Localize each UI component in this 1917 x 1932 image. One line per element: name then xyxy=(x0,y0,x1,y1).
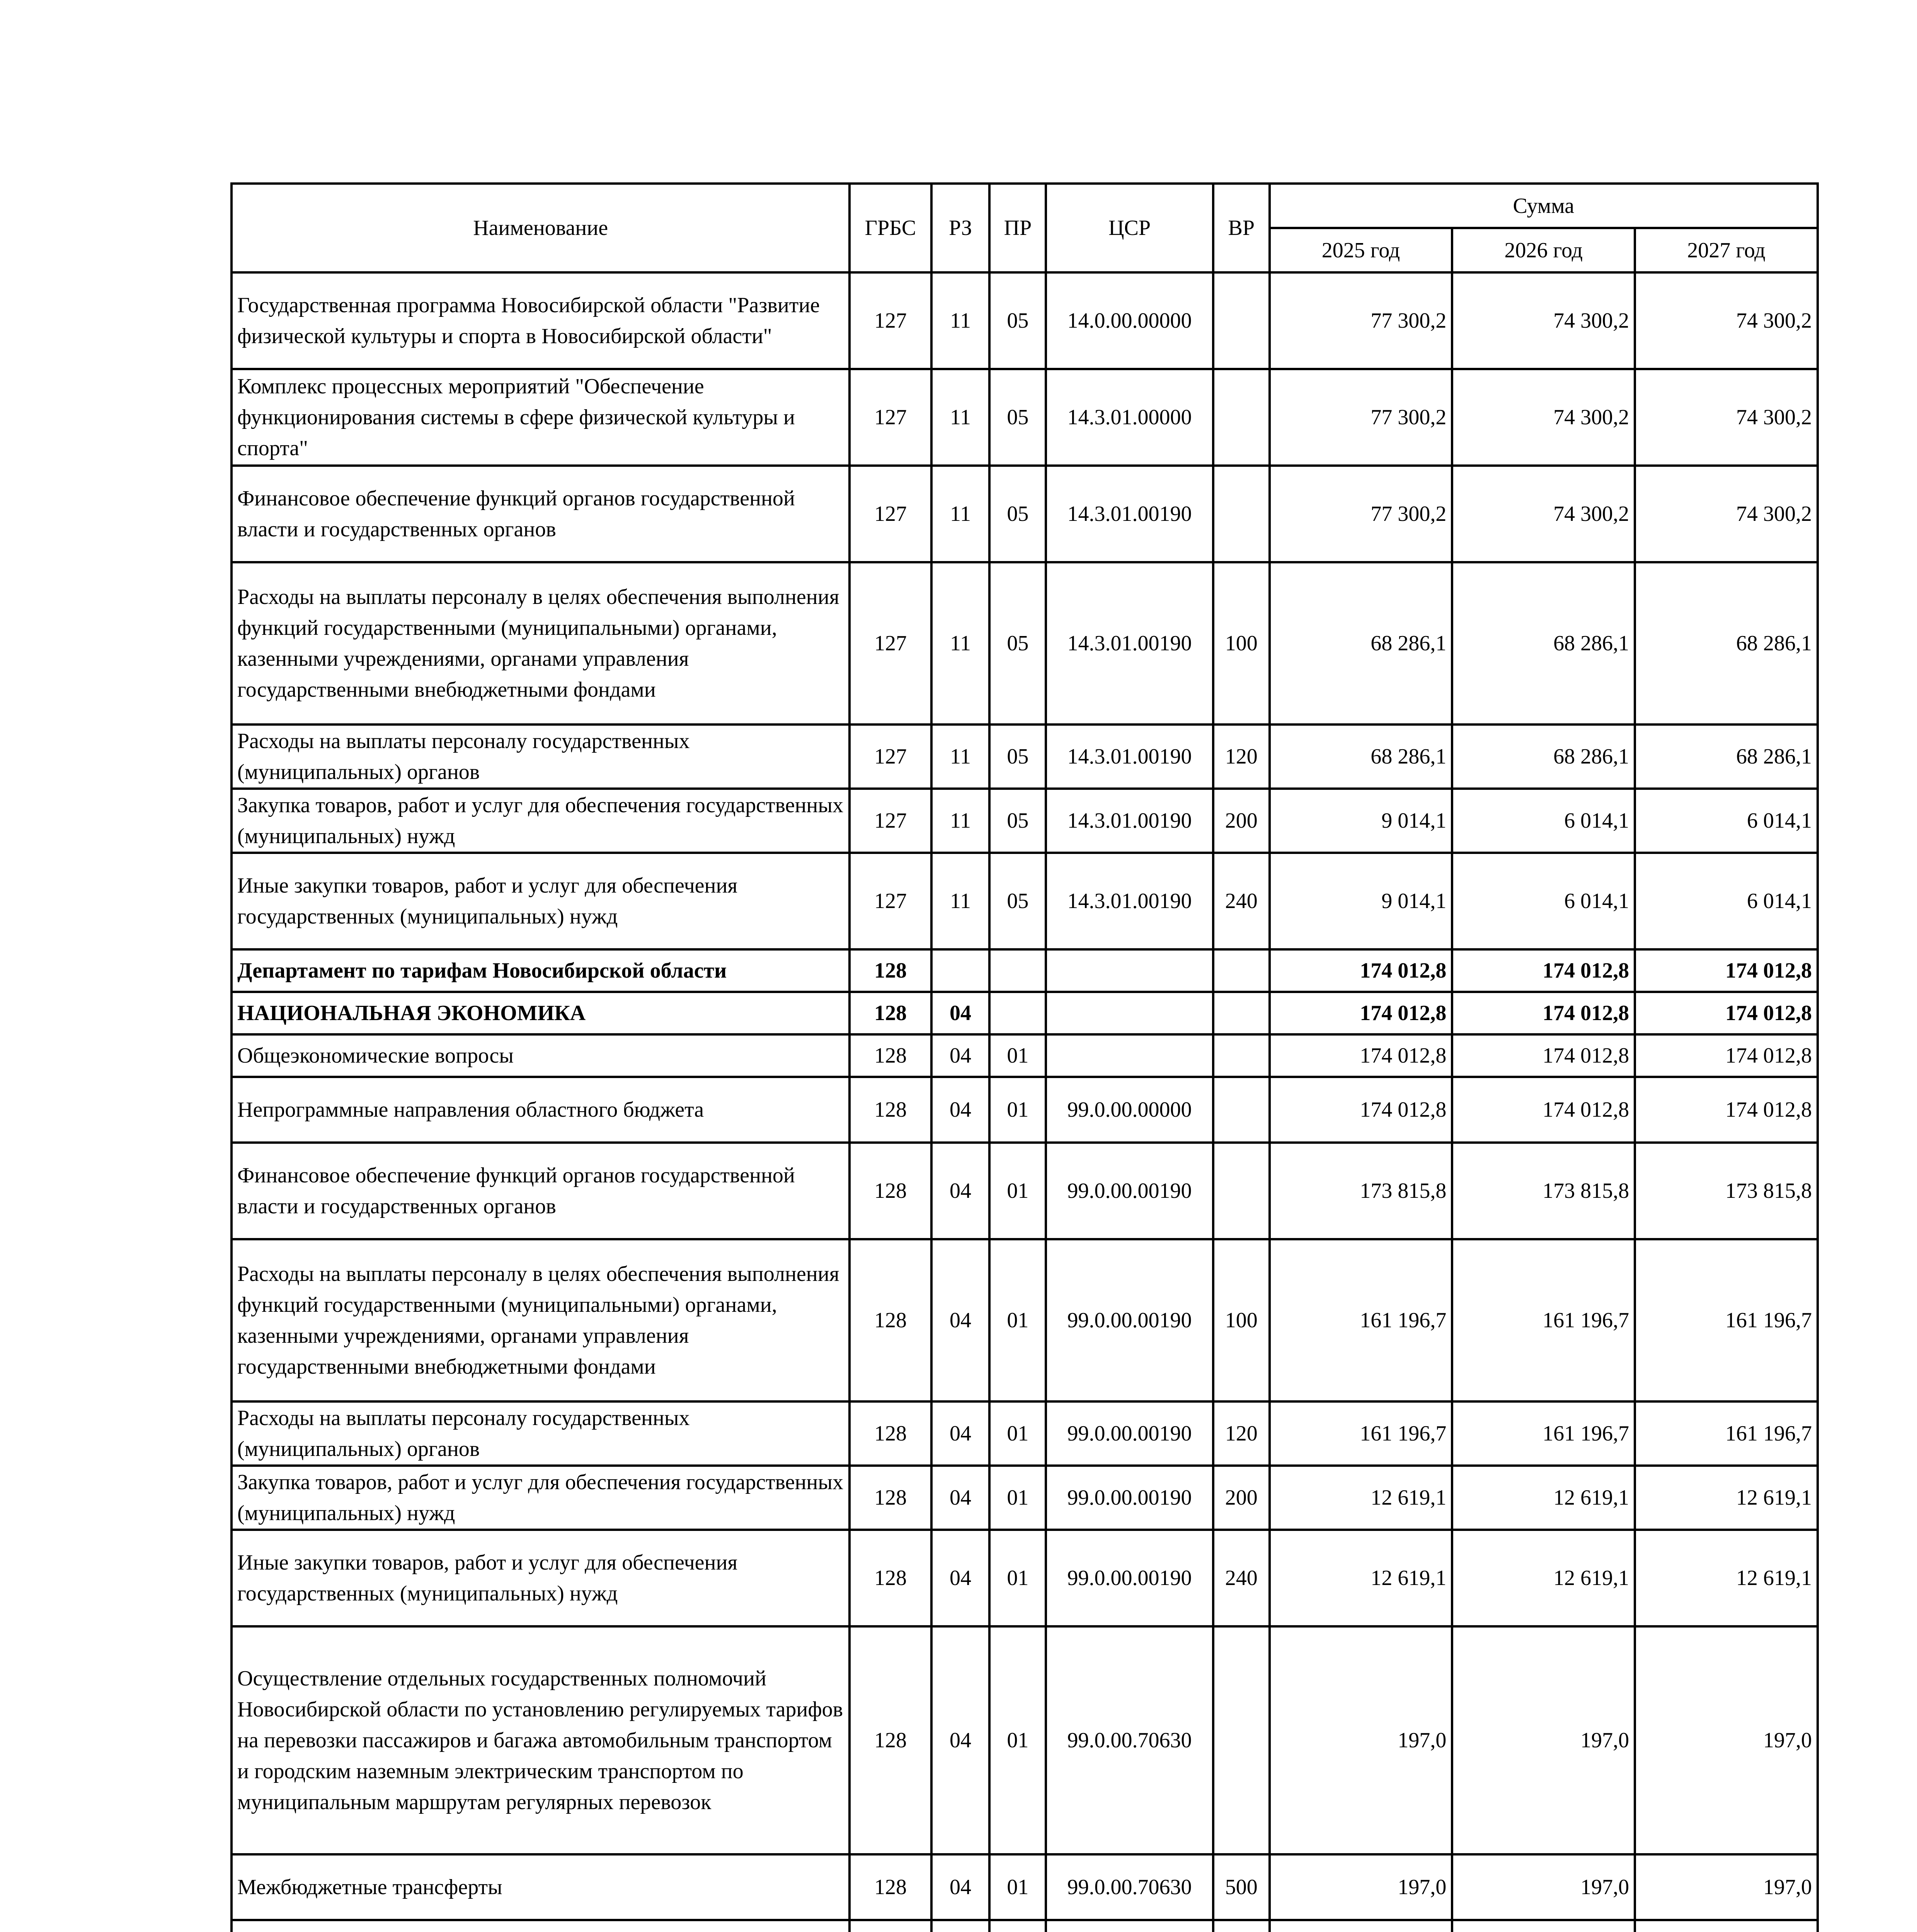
table-row xyxy=(232,1466,1818,1530)
row-rz: 04 xyxy=(931,1077,990,1143)
table-row xyxy=(232,1034,1818,1077)
row-grbs: 127 xyxy=(850,853,931,949)
row-sum-2027: 161 196,7 xyxy=(1635,1401,1818,1466)
row-sum-2027: 6 014,1 xyxy=(1635,853,1818,949)
row-grbs: 127 xyxy=(850,466,931,562)
row-vr xyxy=(1213,1920,1270,1932)
row-vr: 240 xyxy=(1213,1530,1270,1626)
row-sum-2027: 197,0 xyxy=(1635,1854,1818,1920)
row-pr: 05 xyxy=(989,789,1046,853)
row-pr: 05 xyxy=(989,369,1046,466)
row-sum-2026: 174 012,8 xyxy=(1452,949,1635,992)
row-sum-2025: 12 619,1 xyxy=(1270,1466,1452,1530)
row-sum-2026: 6 014,1 xyxy=(1452,853,1635,949)
row-vr xyxy=(1213,1034,1270,1077)
row-name: Финансовое обеспечение функций органов государственной власти и государственных органов xyxy=(232,466,850,562)
row-name: НАЦИОНАЛЬНАЯ ЭКОНОМИКА xyxy=(232,992,850,1034)
row-rz xyxy=(931,1920,990,1932)
row-sum-2026: 74 300,2 xyxy=(1452,272,1635,369)
row-sum-2025: 197,0 xyxy=(1270,1854,1452,1920)
row-csr: 14.3.01.00190 xyxy=(1046,466,1213,562)
row-sum-2026: 74 300,2 xyxy=(1452,466,1635,562)
row-sum-2026: 174 012,8 xyxy=(1452,992,1635,1034)
row-name: Закупка товаров, работ и услуг для обеспечения государственных (муниципальных) нужд xyxy=(232,1466,850,1530)
row-rz: 04 xyxy=(931,1854,990,1920)
row-vr: 240 xyxy=(1213,853,1270,949)
row-grbs: 128 xyxy=(850,1401,931,1466)
table-row xyxy=(232,1143,1818,1239)
row-pr: 01 xyxy=(989,1466,1046,1530)
row-vr xyxy=(1213,369,1270,466)
row-name: Закупка товаров, работ и услуг для обеспечения государственных (муниципальных) нужд xyxy=(232,789,850,853)
row-csr xyxy=(1046,992,1213,1034)
row-rz xyxy=(931,949,990,992)
col-header-2027: 2027 год xyxy=(1635,228,1818,272)
row-grbs: 128 xyxy=(850,1626,931,1854)
row-sum-2026: 173 815,8 xyxy=(1452,1143,1635,1239)
row-sum-2027: 174 012,8 xyxy=(1635,992,1818,1034)
row-pr xyxy=(989,992,1046,1034)
row-sum-2025: 68 286,1 xyxy=(1270,562,1452,724)
row-rz: 11 xyxy=(931,272,990,369)
row-sum-2025: 9 014,1 xyxy=(1270,789,1452,853)
table-row xyxy=(232,369,1818,466)
table-row xyxy=(232,272,1818,369)
budget-table xyxy=(230,182,1819,1932)
row-sum-2025: 197,0 xyxy=(1270,1626,1452,1854)
row-pr: 01 xyxy=(989,1626,1046,1854)
row-sum-2025: 174 012,8 xyxy=(1270,1077,1452,1143)
col-header-vr: ВР xyxy=(1213,184,1270,272)
table-row xyxy=(232,1530,1818,1626)
row-sum-2027: 74 300,2 xyxy=(1635,272,1818,369)
col-header-2025: 2025 год xyxy=(1270,228,1452,272)
row-rz: 04 xyxy=(931,1034,990,1077)
row-rz: 11 xyxy=(931,724,990,789)
row-csr: 14.3.01.00190 xyxy=(1046,724,1213,789)
table-row xyxy=(232,789,1818,853)
row-csr: 99.0.00.00000 xyxy=(1046,1077,1213,1143)
row-sum-2026: 68 286,1 xyxy=(1452,562,1635,724)
row-vr xyxy=(1213,272,1270,369)
row-sum-2026: 12 619,1 xyxy=(1452,1530,1635,1626)
row-rz: 11 xyxy=(931,369,990,466)
row-rz: 04 xyxy=(931,992,990,1034)
row-csr: 99.0.00.00190 xyxy=(1046,1530,1213,1626)
row-name: Иные закупки товаров, работ и услуг для обеспечения государственных (муниципальных) нужд xyxy=(232,1530,850,1626)
row-rz: 11 xyxy=(931,466,990,562)
row-sum-2027: 197,0 xyxy=(1635,1626,1818,1854)
row-csr: 99.0.00.00190 xyxy=(1046,1401,1213,1466)
row-vr: 100 xyxy=(1213,562,1270,724)
row-csr: 99.0.00.70630 xyxy=(1046,1626,1213,1854)
row-pr: 01 xyxy=(989,1854,1046,1920)
row-sum-2025: 174 012,8 xyxy=(1270,1034,1452,1077)
row-grbs: 128 xyxy=(850,1143,931,1239)
row-sum-2027: 174 012,8 xyxy=(1635,1034,1818,1077)
row-rz: 04 xyxy=(931,1626,990,1854)
row-sum-2025: 77 300,2 xyxy=(1270,466,1452,562)
row-sum-2027: 68 286,1 xyxy=(1635,724,1818,789)
row-vr: 100 xyxy=(1213,1239,1270,1401)
row-grbs: 128 xyxy=(850,1034,931,1077)
table-row xyxy=(232,724,1818,789)
row-rz: 04 xyxy=(931,1530,990,1626)
row-sum-2026: 161 196,7 xyxy=(1452,1401,1635,1466)
row-sum-2027: 161 196,7 xyxy=(1635,1239,1818,1401)
table-row xyxy=(232,949,1818,992)
row-sum-2026: 197,0 xyxy=(1452,1854,1635,1920)
row-name: Расходы на выплаты персоналу государственных (муниципальных) органов xyxy=(232,724,850,789)
row-grbs: 127 xyxy=(850,789,931,853)
row-sum-2025: 9 014,1 xyxy=(1270,853,1452,949)
row-sum-2027 xyxy=(1635,1920,1818,1932)
col-header-pr: ПР xyxy=(989,184,1046,272)
row-vr: 200 xyxy=(1213,789,1270,853)
col-header-csr: ЦСР xyxy=(1046,184,1213,272)
table-row xyxy=(232,466,1818,562)
table-row xyxy=(232,1077,1818,1143)
row-csr xyxy=(1046,1920,1213,1932)
row-csr: 14.3.01.00190 xyxy=(1046,562,1213,724)
row-name: Расходы на выплаты персоналу в целях обеспечения выполнения функций государственными (муниципальными) органами, казенными учреждениями, органами управления государственными внебюджетными фондами xyxy=(232,1239,850,1401)
row-sum-2025: 174 012,8 xyxy=(1270,992,1452,1034)
row-csr: 14.0.00.00000 xyxy=(1046,272,1213,369)
row-pr: 01 xyxy=(989,1143,1046,1239)
row-grbs: 127 xyxy=(850,562,931,724)
row-vr: 120 xyxy=(1213,1401,1270,1466)
row-pr: 01 xyxy=(989,1077,1046,1143)
row-sum-2027: 74 300,2 xyxy=(1635,466,1818,562)
row-csr xyxy=(1046,1034,1213,1077)
row-grbs: 128 xyxy=(850,1239,931,1401)
row-vr xyxy=(1213,949,1270,992)
row-pr: 01 xyxy=(989,1034,1046,1077)
table-row xyxy=(232,1239,1818,1401)
row-name: Финансовое обеспечение функций органов государственной власти и государственных органов xyxy=(232,1143,850,1239)
row-sum-2025: 173 815,8 xyxy=(1270,1143,1452,1239)
row-name: Межбюджетные трансферты xyxy=(232,1854,850,1920)
row-sum-2025: 174 012,8 xyxy=(1270,949,1452,992)
row-sum-2027: 12 619,1 xyxy=(1635,1530,1818,1626)
row-pr: 05 xyxy=(989,724,1046,789)
row-grbs: 128 xyxy=(850,949,931,992)
row-grbs: 128 xyxy=(850,992,931,1034)
row-sum-2025: 161 196,7 xyxy=(1270,1401,1452,1466)
row-sum-2025: 161 196,7 xyxy=(1270,1239,1452,1401)
row-sum-2025 xyxy=(1270,1920,1452,1932)
row-sum-2026: 12 619,1 xyxy=(1452,1466,1635,1530)
row-rz: 11 xyxy=(931,853,990,949)
col-header-2026: 2026 год xyxy=(1452,228,1635,272)
table-row xyxy=(232,853,1818,949)
row-sum-2027: 74 300,2 xyxy=(1635,369,1818,466)
row-name xyxy=(232,1920,850,1932)
row-sum-2027: 6 014,1 xyxy=(1635,789,1818,853)
row-name: Иные закупки товаров, работ и услуг для обеспечения государственных (муниципальных) нужд xyxy=(232,853,850,949)
row-sum-2026: 174 012,8 xyxy=(1452,1034,1635,1077)
row-name: Общеэкономические вопросы xyxy=(232,1034,850,1077)
row-vr xyxy=(1213,466,1270,562)
row-vr xyxy=(1213,1626,1270,1854)
row-grbs: 128 xyxy=(850,1466,931,1530)
row-csr: 99.0.00.00190 xyxy=(1046,1466,1213,1530)
row-rz: 04 xyxy=(931,1401,990,1466)
row-pr: 05 xyxy=(989,272,1046,369)
row-sum-2026: 174 012,8 xyxy=(1452,1077,1635,1143)
col-header-sum: Сумма xyxy=(1270,184,1818,228)
row-grbs: 127 xyxy=(850,369,931,466)
row-sum-2026: 74 300,2 xyxy=(1452,369,1635,466)
row-sum-2026: 68 286,1 xyxy=(1452,724,1635,789)
col-header-name: Наименование xyxy=(232,184,850,272)
row-name: Расходы на выплаты персоналу государственных (муниципальных) органов xyxy=(232,1401,850,1466)
row-sum-2026: 161 196,7 xyxy=(1452,1239,1635,1401)
row-name: Департамент по тарифам Новосибирской области xyxy=(232,949,850,992)
row-csr: 14.3.01.00190 xyxy=(1046,789,1213,853)
row-grbs: 127 xyxy=(850,724,931,789)
table-row xyxy=(232,1401,1818,1466)
row-sum-2027: 12 619,1 xyxy=(1635,1466,1818,1530)
row-pr: 05 xyxy=(989,853,1046,949)
row-sum-2027: 173 815,8 xyxy=(1635,1143,1818,1239)
row-vr xyxy=(1213,1143,1270,1239)
row-vr: 500 xyxy=(1213,1854,1270,1920)
row-pr: 01 xyxy=(989,1401,1046,1466)
row-sum-2027: 174 012,8 xyxy=(1635,1077,1818,1143)
row-rz: 04 xyxy=(931,1239,990,1401)
table-row xyxy=(232,562,1818,724)
row-rz: 04 xyxy=(931,1143,990,1239)
row-grbs xyxy=(850,1920,931,1932)
row-sum-2025: 77 300,2 xyxy=(1270,272,1452,369)
header-row-top xyxy=(232,184,1818,228)
table-row xyxy=(232,1626,1818,1854)
row-pr: 05 xyxy=(989,466,1046,562)
row-csr: 14.3.01.00190 xyxy=(1046,853,1213,949)
row-sum-2026 xyxy=(1452,1920,1635,1932)
row-csr: 99.0.00.00190 xyxy=(1046,1143,1213,1239)
table-row xyxy=(232,1920,1818,1932)
row-pr xyxy=(989,1920,1046,1932)
row-name: Осуществление отдельных государственных полномочий Новосибирской области по установлению регулируемых тарифов на перевозки пассажиров и багажа автомобильным транспортом и городским наземным электрическим транспортом по муниципальным маршрутам регулярных перевозок xyxy=(232,1626,850,1854)
row-vr xyxy=(1213,992,1270,1034)
row-csr xyxy=(1046,949,1213,992)
row-sum-2027: 174 012,8 xyxy=(1635,949,1818,992)
row-vr: 120 xyxy=(1213,724,1270,789)
col-header-grbs: ГРБС xyxy=(850,184,931,272)
row-pr: 01 xyxy=(989,1239,1046,1401)
row-sum-2027: 68 286,1 xyxy=(1635,562,1818,724)
row-csr: 99.0.00.00190 xyxy=(1046,1239,1213,1401)
row-pr: 05 xyxy=(989,562,1046,724)
row-vr xyxy=(1213,1077,1270,1143)
table-row xyxy=(232,992,1818,1034)
row-rz: 11 xyxy=(931,789,990,853)
row-rz: 11 xyxy=(931,562,990,724)
row-grbs: 128 xyxy=(850,1077,931,1143)
row-grbs: 127 xyxy=(850,272,931,369)
row-sum-2026: 197,0 xyxy=(1452,1626,1635,1854)
row-grbs: 128 xyxy=(850,1530,931,1626)
row-sum-2026: 6 014,1 xyxy=(1452,789,1635,853)
row-name: Непрограммные направления областного бюджета xyxy=(232,1077,850,1143)
row-vr: 200 xyxy=(1213,1466,1270,1530)
row-csr: 14.3.01.00000 xyxy=(1046,369,1213,466)
row-name: Государственная программа Новосибирской области "Развитие физической культуры и спорта в Новосибирской области" xyxy=(232,272,850,369)
row-sum-2025: 12 619,1 xyxy=(1270,1530,1452,1626)
col-header-rz: РЗ xyxy=(931,184,990,272)
row-sum-2025: 77 300,2 xyxy=(1270,369,1452,466)
row-pr: 01 xyxy=(989,1530,1046,1626)
table-row xyxy=(232,1854,1818,1920)
row-pr xyxy=(989,949,1046,992)
row-grbs: 128 xyxy=(850,1854,931,1920)
row-rz: 04 xyxy=(931,1466,990,1530)
row-name: Комплекс процессных мероприятий "Обеспечение функционирования системы в сфере физической культуры и спорта" xyxy=(232,369,850,466)
row-csr: 99.0.00.70630 xyxy=(1046,1854,1213,1920)
row-sum-2025: 68 286,1 xyxy=(1270,724,1452,789)
row-name: Расходы на выплаты персоналу в целях обеспечения выполнения функций государственными (муниципальными) органами, казенными учреждениями, органами управления государственными внебюджетными фондами xyxy=(232,562,850,724)
